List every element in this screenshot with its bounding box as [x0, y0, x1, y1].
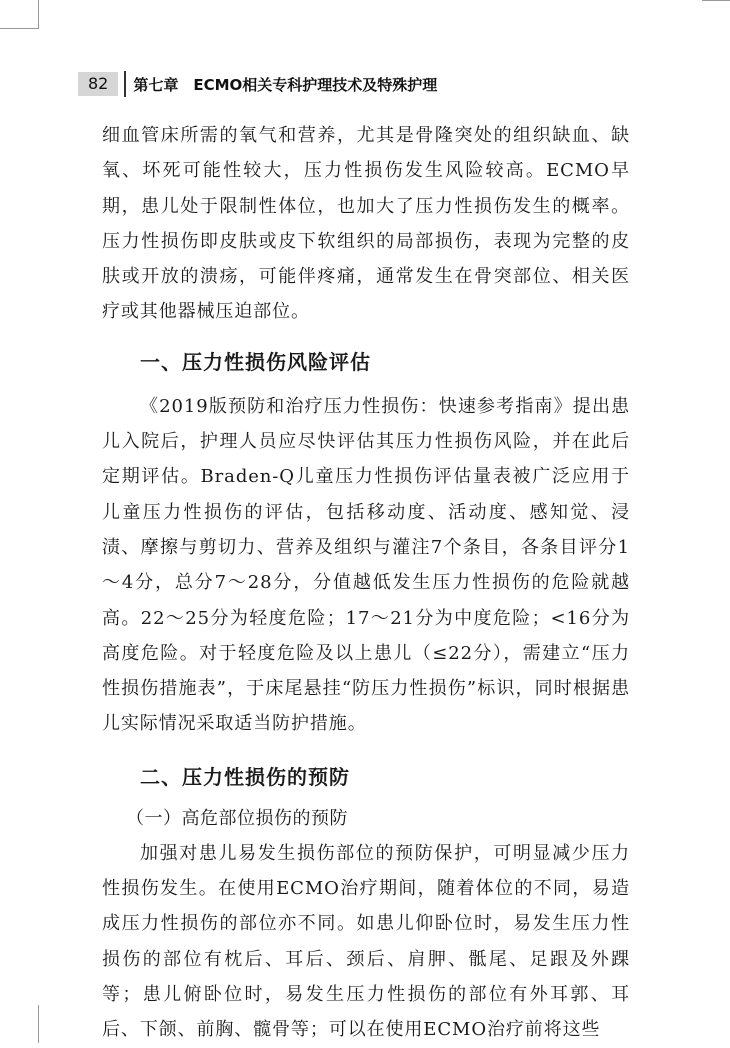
chapter-title: 第七章 ECMO相关专科护理技术及特殊护理 — [133, 75, 438, 94]
paragraph-intro: 细血管床所需的氧气和营养，尤其是骨隆突处的组织缺血、缺氧、坏死可能性较大，压力性损伤发生风险较高。ECMO早期，患儿处于限制性体位，也加大了压力性损伤发生的概率。压力性损伤即皮肤或皮下软组织的局部损伤，表现为完整的皮肤或开放的溃疡，可能伴疼痛，通常发生在骨突部位、相关医疗或其他器械压迫部位。 — [102, 125, 630, 323]
section-heading-risk-assessment: 一、压力性损伤风险评估 — [140, 349, 371, 374]
crop-mark-top-right — [702, 0, 730, 1]
header-divider — [124, 71, 126, 97]
page-body — [102, 118, 630, 1048]
crop-mark-bottom-left — [0, 1005, 39, 1043]
page-number: 82 — [78, 72, 118, 96]
running-header — [78, 72, 437, 96]
crop-mark-top-left — [0, 0, 39, 29]
paragraph-prevention: 加强对患儿易发生损伤部位的预防保护，可明显减少压力性损伤发生。在使用ECMO治疗期间，随着体位的不同，易造成压力性损伤的部位亦不同。如患儿仰卧位时，易发生压力性损伤的部位有枕后、耳后、颈后、肩胛、骶尾、足跟及外踝等；患儿俯卧位时，易发生压力性损伤的部位有外耳郭、耳后、下颌、前胸、髋骨等；可以在使用ECMO治疗前将这些 — [102, 842, 630, 1041]
section-heading-prevention: 二、压力性损伤的预防 — [140, 764, 350, 789]
paragraph-assessment: 《2019版预防和治疗压力性损伤：快速参考指南》提出患儿入院后，护理人员应尽快评估其压力性损伤风险，并在此后定期评估。Braden-Q儿童压力性损伤评估量表被广泛应用于儿童压力性损伤的评估，包括移动度、活动度、感知觉、浸渍、摩擦与剪切力、营养及组织与灌注7个条目，各条目评分1～4分，总分7～28分，分值越低发生压力性损伤的危险就越高。22～25分为轻度危险；17～21分为中度危险；<16分为高度危险。对于轻度危险及以上患儿（≤22分），需建立“压力性损伤措施表”，于床尾悬挂“防压力性损伤”标识，同时根据患儿实际情况采取适当防护措施。 — [102, 395, 630, 735]
subsection-heading-high-risk-sites: （一）高危部位损伤的预防 — [126, 807, 348, 829]
